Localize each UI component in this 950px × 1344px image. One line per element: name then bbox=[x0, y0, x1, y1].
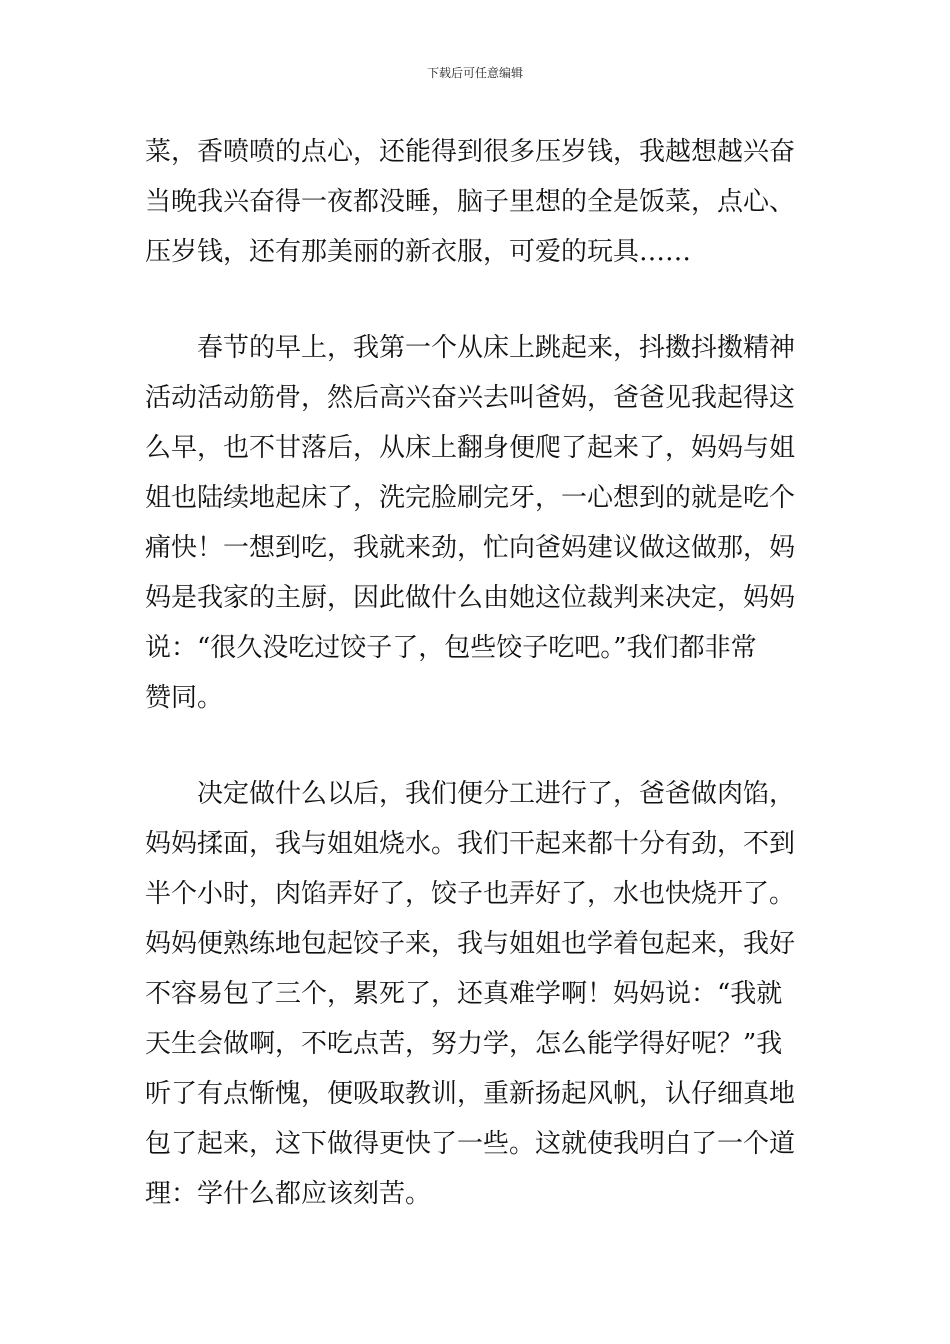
page-header: 下载后可任意编辑 bbox=[426, 66, 523, 80]
text-line: 活动活动筋骨，然后高兴奋兴去叫爸妈，爸爸见我起得这 bbox=[145, 383, 796, 413]
paragraph-gap bbox=[145, 277, 809, 323]
text-line: 赞同。 bbox=[145, 683, 224, 713]
text-line: 妈是我家的主厨，因此做什么由她这位裁判来决定，妈妈 bbox=[145, 583, 796, 613]
text-line: 菜，香喷喷的点心，还能得到很多压岁钱，我越想越兴奋 bbox=[145, 137, 796, 167]
text-line: 不容易包了三个，累死了，还真难学啊！妈妈说：“我就 bbox=[145, 979, 783, 1009]
text-line: 痛快！一想到吃，我就来劲，忙向爸妈建议做这做那，妈 bbox=[145, 533, 796, 563]
paragraph-1 bbox=[145, 127, 809, 277]
text-line: 春节的早上，我第一个从床上跳起来，抖擞抖擞精神 bbox=[197, 333, 796, 363]
text-line: 妈妈便熟练地包起饺子来，我与姐姐也学着包起来，我好 bbox=[145, 929, 796, 959]
text-line: 妈妈揉面，我与姐姐烧水。我们干起来都十分有劲，不到 bbox=[145, 829, 796, 859]
paragraph-gap bbox=[145, 723, 809, 769]
document-body bbox=[145, 127, 809, 1219]
paragraph-2 bbox=[145, 323, 809, 723]
text-line: 包了起来，这下做得更快了一些。这就使我明白了一个道 bbox=[145, 1129, 796, 1159]
paragraph-3 bbox=[145, 769, 809, 1219]
text-line: 理：学什么都应该刻苦。 bbox=[145, 1179, 432, 1209]
text-line: 决定做什么以后，我们便分工进行了，爸爸做肉馅， bbox=[197, 779, 796, 809]
text-line: 姐也陆续地起床了，洗完脸刷完牙，一心想到的就是吃个 bbox=[145, 483, 796, 513]
text-line: 压岁钱，还有那美丽的新衣服，可爱的玩具…… bbox=[145, 237, 692, 267]
text-line: 说：“很久没吃过饺子了，包些饺子吃吧。”我们都非常 bbox=[145, 633, 757, 663]
text-line: 当晚我兴奋得一夜都没睡，脑子里想的全是饭菜，点心、 bbox=[145, 187, 796, 217]
text-line: 半个小时，肉馅弄好了，饺子也弄好了，水也快烧开了。 bbox=[145, 879, 796, 909]
text-line: 么早，也不甘落后，从床上翻身便爬了起来了，妈妈与姐 bbox=[145, 433, 796, 463]
text-line: 天生会做啊，不吃点苦，努力学，怎么能学得好呢？”我 bbox=[145, 1029, 783, 1059]
text-line: 听了有点惭愧，便吸取教训，重新扬起风帆，认仔细真地 bbox=[145, 1079, 796, 1109]
